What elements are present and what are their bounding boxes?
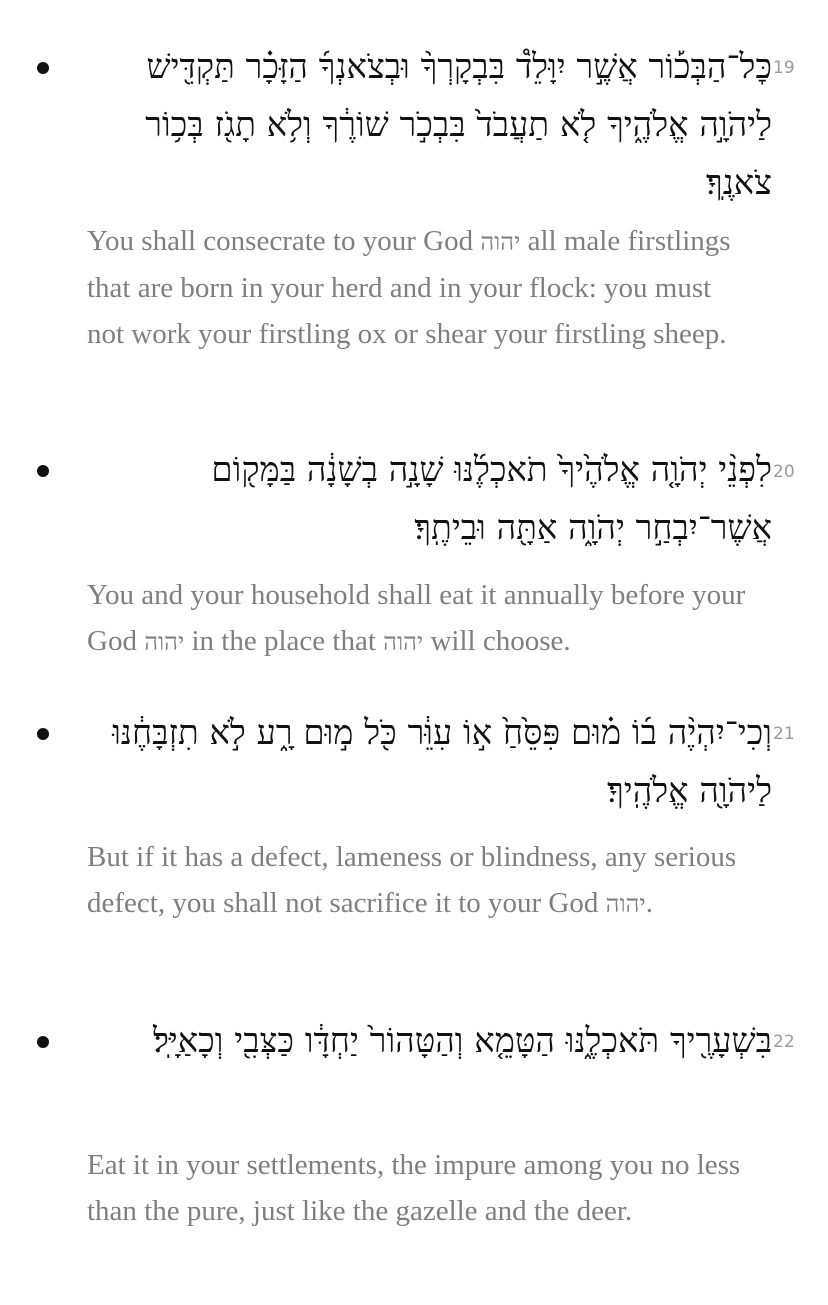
hebrew-text: לִפְנֵ֨י יְהֹוָ֤ה אֱלֹהֶ֙יךָ֙ תֹאכְלֶ֜נּוּ שָׁנָ֣ה בְשָׁנָ֔ה בַּמָּק֖וֹם אֲשֶׁר־יִבְחַ֣ר יְהֹוָ֑ה אַתָּ֖ה וּבֵיתֶֽךָ׃ <box>211 450 772 548</box>
verse-number: 20 <box>773 462 795 482</box>
divine-name: יהוה <box>605 890 646 918</box>
divine-name: יהוה <box>144 628 185 656</box>
translation-part: will choose. <box>423 625 571 657</box>
hebrew-text: וְכִי־יִהְיֶ֨ה ב֜וֹ מ֗וּם פִּסֵּ֙חַ֙ א֣וֹ עִוֵּ֔ר כֹּ֖ל מ֣וּם רָ֑ע לֹ֣א תִזְבָּחֶ֔נּוּ לַיהֹוָ֖ה אֱלֹהֶֽיךָ׃ <box>112 713 772 811</box>
translation-part: You shall consecrate to your God <box>87 225 481 257</box>
translation-part: You and your household shall eat it annually before your God <box>87 579 746 657</box>
verse-number: 22 <box>773 1032 795 1052</box>
translation-part: . <box>645 887 653 919</box>
translation-text <box>87 1142 755 1235</box>
divine-name: יהוה <box>383 628 424 656</box>
translation-part: all male firstlings that are born in your herd and in your flock: you must not work your firstling ox or shear your firstling sheep. <box>87 225 731 350</box>
verse-number: 21 <box>773 724 795 744</box>
hebrew-text: כׇּל־הַבְּכ֡וֹר אֲשֶׁ֣ר יִוָּלֵ֩ד בִּבְקָרְךָ֨ וּבְצֹאנְךָ֜ הַזָּכָ֗ר תַּקְדִּ֖ישׁ לַיהֹוָ֣ה אֱלֹהֶ֑יךָ לֹ֤א תַעֲבֹד֙ בִּבְכֹ֣ר שׁוֹרֶ֔ךָ וְלֹ֥א תָגֹ֖ז בְּכ֥וֹר צֹאנֶֽךָ׃ <box>145 47 772 203</box>
translation-part: Eat it in your settlements, the impure among you no less than the pure, just like the gazelle and the deer. <box>87 1149 741 1227</box>
verse-number: 19 <box>773 58 795 78</box>
translation-part: But if it has a defect, lameness or blindness, any serious defect, you shall not sacrifice it to your God <box>87 841 737 919</box>
divine-name: יהוה <box>480 228 521 256</box>
bullet-icon <box>37 1036 49 1048</box>
hebrew-text: בִּשְׁעָרֶ֖יךָ תֹּאכְלֶ֑נּוּ הַטָּמֵ֤א וְהַטָּהוֹר֙ יַחְדָּ֔ו כַּצְּבִ֖י וְכָאַיָּֽל׃ <box>152 1021 772 1061</box>
translation-part: in the place that <box>184 625 384 657</box>
